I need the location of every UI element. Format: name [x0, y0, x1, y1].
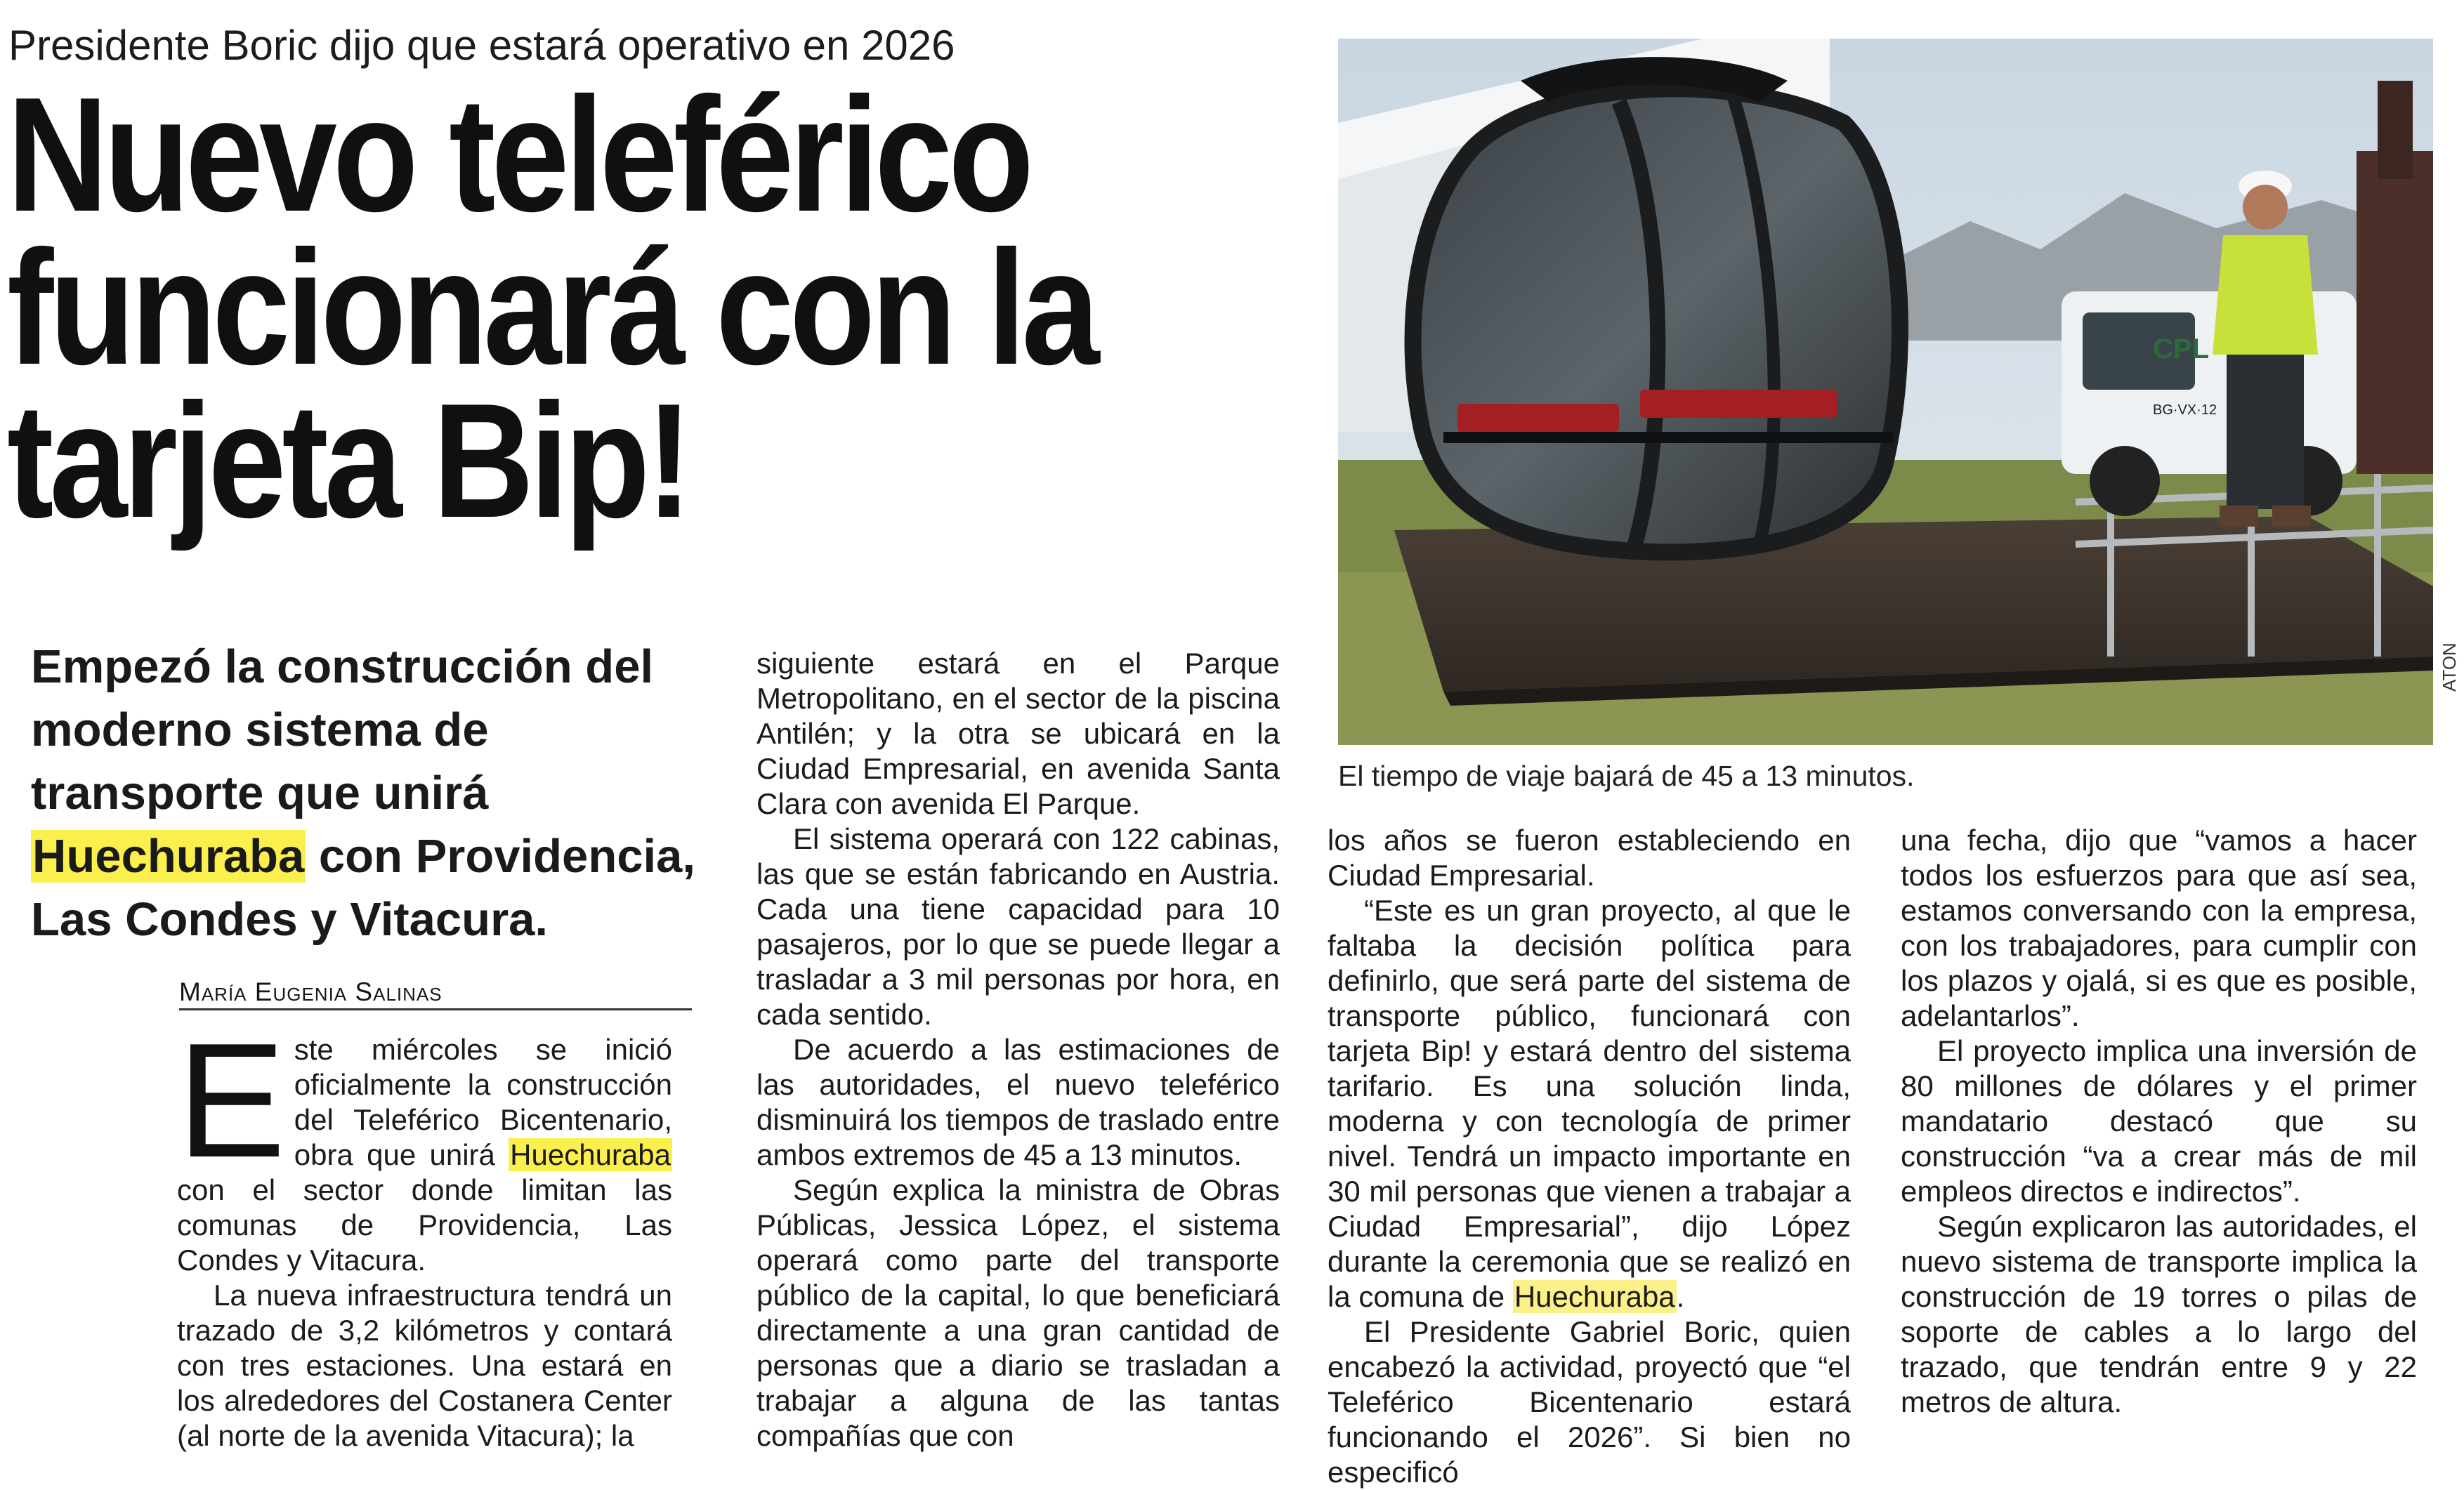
- col3-paragraph-3: El Presidente Gabriel Boric, quien encabezó la actividad, proyectó que “el Teleférico Bicentenario estará funcionando el 2026”. Si bien no especificó: [1328, 1315, 1851, 1489]
- col4-paragraph-1: una fecha, dijo que “vamos a hacer todos los esfuerzos para que así sea, estamos conversando con la empresa, con los trabajadores, para cumplir con los plazos y ojalá, si es que es posible, adelantarlos”.: [1901, 824, 2417, 1032]
- cable-car-cabin-illustration: [1338, 39, 2433, 745]
- drop-cap: E: [177, 1010, 286, 1192]
- body-column-4: [1901, 823, 2417, 1420]
- kicker: Presidente Boric dijo que estará operativo en 2026: [8, 22, 955, 69]
- col2-paragraph-4: Según explica la ministra de Obras Públicas, Jessica López, el sistema operará como parte del transporte público de la capital, lo que beneficiará directamente a una gran cantidad de personas que a diario se trasladan a trabajar a alguna de las tantas compañías que con: [756, 1173, 1280, 1452]
- col4-paragraph-2: El proyecto implica una inversión de 80 millones de dólares y el primer mandatario destacó que su construcción “va a crear más de mil empleos directos e indirectos”.: [1901, 1034, 2417, 1208]
- headline: [7, 64, 1096, 552]
- col2-paragraph-1: siguiente estará en el Parque Metropolitano, en el sector de la piscina Antilén; y la otra se ubicará en la Ciudad Empresarial, en avenida Santa Clara con avenida El Parque.: [756, 647, 1280, 820]
- col1-highlight: Huechuraba: [510, 1138, 671, 1171]
- lead-text-b: con Providencia, Las Condes y Vitacura.: [31, 830, 695, 946]
- truck-plate: BG·VX·12: [2153, 402, 2217, 418]
- col4-paragraph-3: Según explicaron las autoridades, el nuevo sistema de transporte implica la construcción de 19 torres o pilas de soporte de cables a lo largo del trazado, que tendrán entre 9 y 22 metros de altura.: [1901, 1210, 2417, 1418]
- lead-paragraph: [31, 635, 719, 951]
- lead-text-a: Empezó la construcción del moderno sistema de transporte que unirá: [31, 640, 654, 819]
- col3-highlight: Huechuraba: [1514, 1280, 1675, 1313]
- col3-paragraph-1: los años se fueron estableciendo en Ciudad Empresarial.: [1328, 824, 1851, 892]
- col2-paragraph-2: El sistema operará con 122 cabinas, las que se están fabricando en Austria. Cada una tiene capacidad para 10 pasajeros, por lo que se puede llegar a trasladar a 3 mil personas por hora, en cada sentido.: [756, 822, 1280, 1031]
- col1-text-a: ste miércoles se inició oficialmente la construcción del Teleférico Bicentenario, obra que unirá: [294, 1033, 672, 1171]
- col1-text-b: con el sector donde limitan las comunas de Providencia, Las Condes y Vitacura.: [177, 1173, 672, 1277]
- cabin-illustration: [1413, 57, 1901, 552]
- body-column-2: [756, 646, 1280, 1453]
- col3-paragraph-2: [1328, 893, 1851, 1314]
- col3-text-b: .: [1676, 1280, 1685, 1313]
- photo-credit: ATON: [2439, 642, 2460, 692]
- body-column-3: [1328, 823, 1851, 1490]
- body-column-1: [177, 1010, 672, 1453]
- headline-line-2: funcionará con la: [7, 217, 1096, 399]
- byline: María Eugenia Salinas: [179, 977, 692, 1010]
- lead-highlight: Huechuraba: [32, 830, 305, 883]
- headline-line-1: Nuevo teleférico: [7, 64, 1030, 246]
- col2-paragraph-3: De acuerdo a las estimaciones de las autoridades, el nuevo teleférico disminuirá los tiempos de traslado entre ambos extremos de 45 a 13 minutos.: [756, 1033, 1280, 1171]
- news-photo: [1338, 39, 2433, 745]
- truck-brand: CPL: [2153, 334, 2209, 364]
- col1-paragraph-1: [177, 1010, 672, 1278]
- photo-caption: El tiempo de viaje bajará de 45 a 13 minutos.: [1338, 760, 1915, 792]
- col1-paragraph-2: La nueva infraestructura tendrá un trazado de 3,2 kilómetros y contará con tres estaciones. Una estará en los alrededores del Costanera Center (al norte de la avenida Vitacura); la: [177, 1279, 672, 1452]
- headline-line-3: tarjeta Bip!: [7, 370, 688, 552]
- col3-text-a: “Este es un gran proyecto, al que le faltaba la decisión política para definirlo, que será parte del sistema de transporte público, funcionará con tarjeta Bip! y estará dentro del sistema tarifario. Es una solución linda, moderna y con tecnología de primer nivel. Tendrá un impacto importante en 30 mil personas que vienen a trabajar a Ciudad Empresarial”, dijo López durante la ceremonia que se realizó en la comuna de: [1328, 894, 1851, 1313]
